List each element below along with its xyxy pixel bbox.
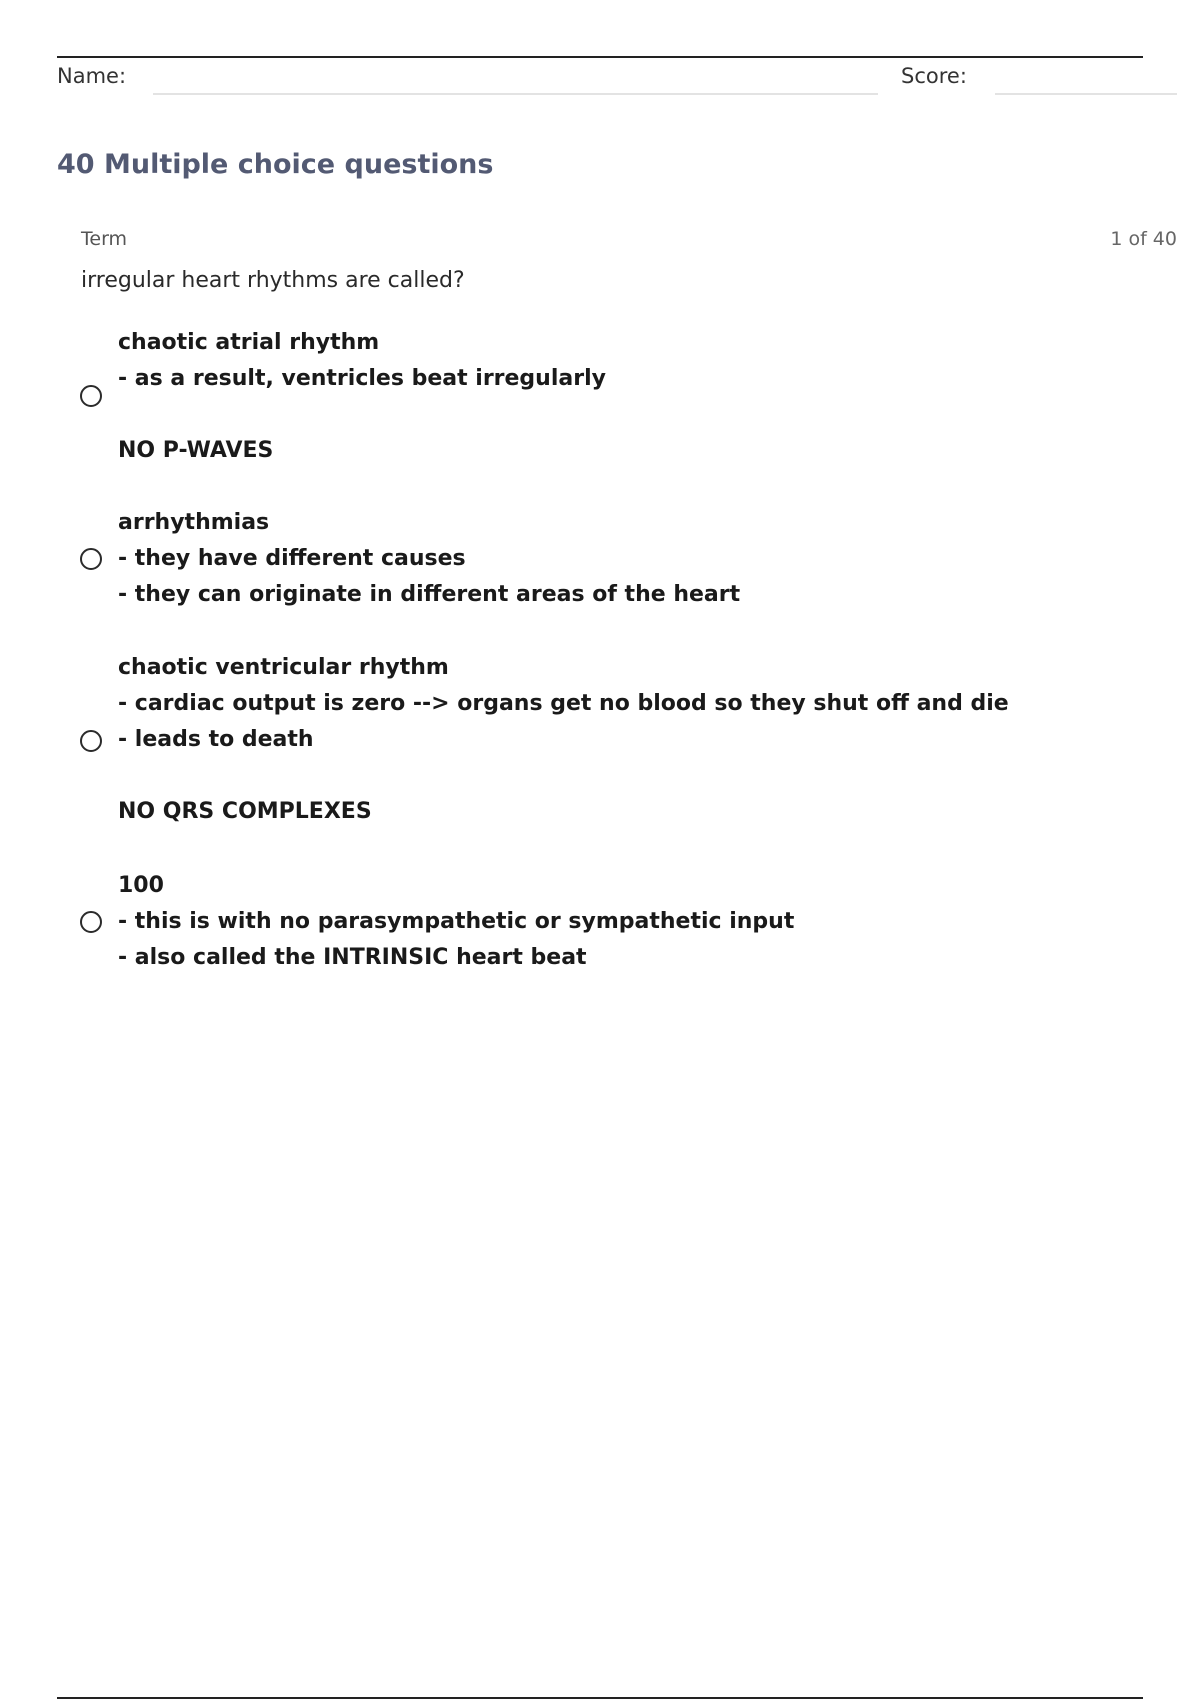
name-label: Name: [57, 64, 127, 88]
option-line: chaotic atrial rhythm [118, 330, 380, 355]
term-label: Term [81, 228, 128, 250]
option-line: - they have different causes [118, 546, 466, 571]
bottom-rule [57, 1697, 1143, 1699]
radio-button[interactable] [80, 548, 102, 570]
option-line: 100 [118, 873, 164, 898]
top-rule [57, 56, 1143, 58]
question-counter: 1 of 40 [1110, 228, 1177, 250]
option-line: - this is with no parasympathetic or sympathetic input [118, 909, 795, 934]
option-line: chaotic ventricular rhythm [118, 655, 449, 680]
option-line: - they can originate in different areas of the heart [118, 582, 741, 607]
section-title: 40 Multiple choice questions [57, 149, 494, 180]
name-field[interactable] [153, 93, 878, 95]
option-line: NO QRS COMPLEXES [118, 799, 372, 824]
option-line: - cardiac output is zero --> organs get no blood so they shut off and die [118, 691, 1009, 716]
option-line: - as a result, ventricles beat irregularly [118, 366, 606, 391]
option-line: - also called the INTRINSIC heart beat [118, 945, 587, 970]
radio-button[interactable] [80, 385, 102, 407]
question-prompt: irregular heart rhythms are called? [81, 268, 465, 293]
option-line: - leads to death [118, 727, 314, 752]
radio-button[interactable] [80, 911, 102, 933]
option-line: NO P-WAVES [118, 438, 274, 463]
radio-button[interactable] [80, 730, 102, 752]
score-label: Score: [901, 64, 967, 88]
option-line: arrhythmias [118, 510, 270, 535]
score-field[interactable] [995, 93, 1177, 95]
